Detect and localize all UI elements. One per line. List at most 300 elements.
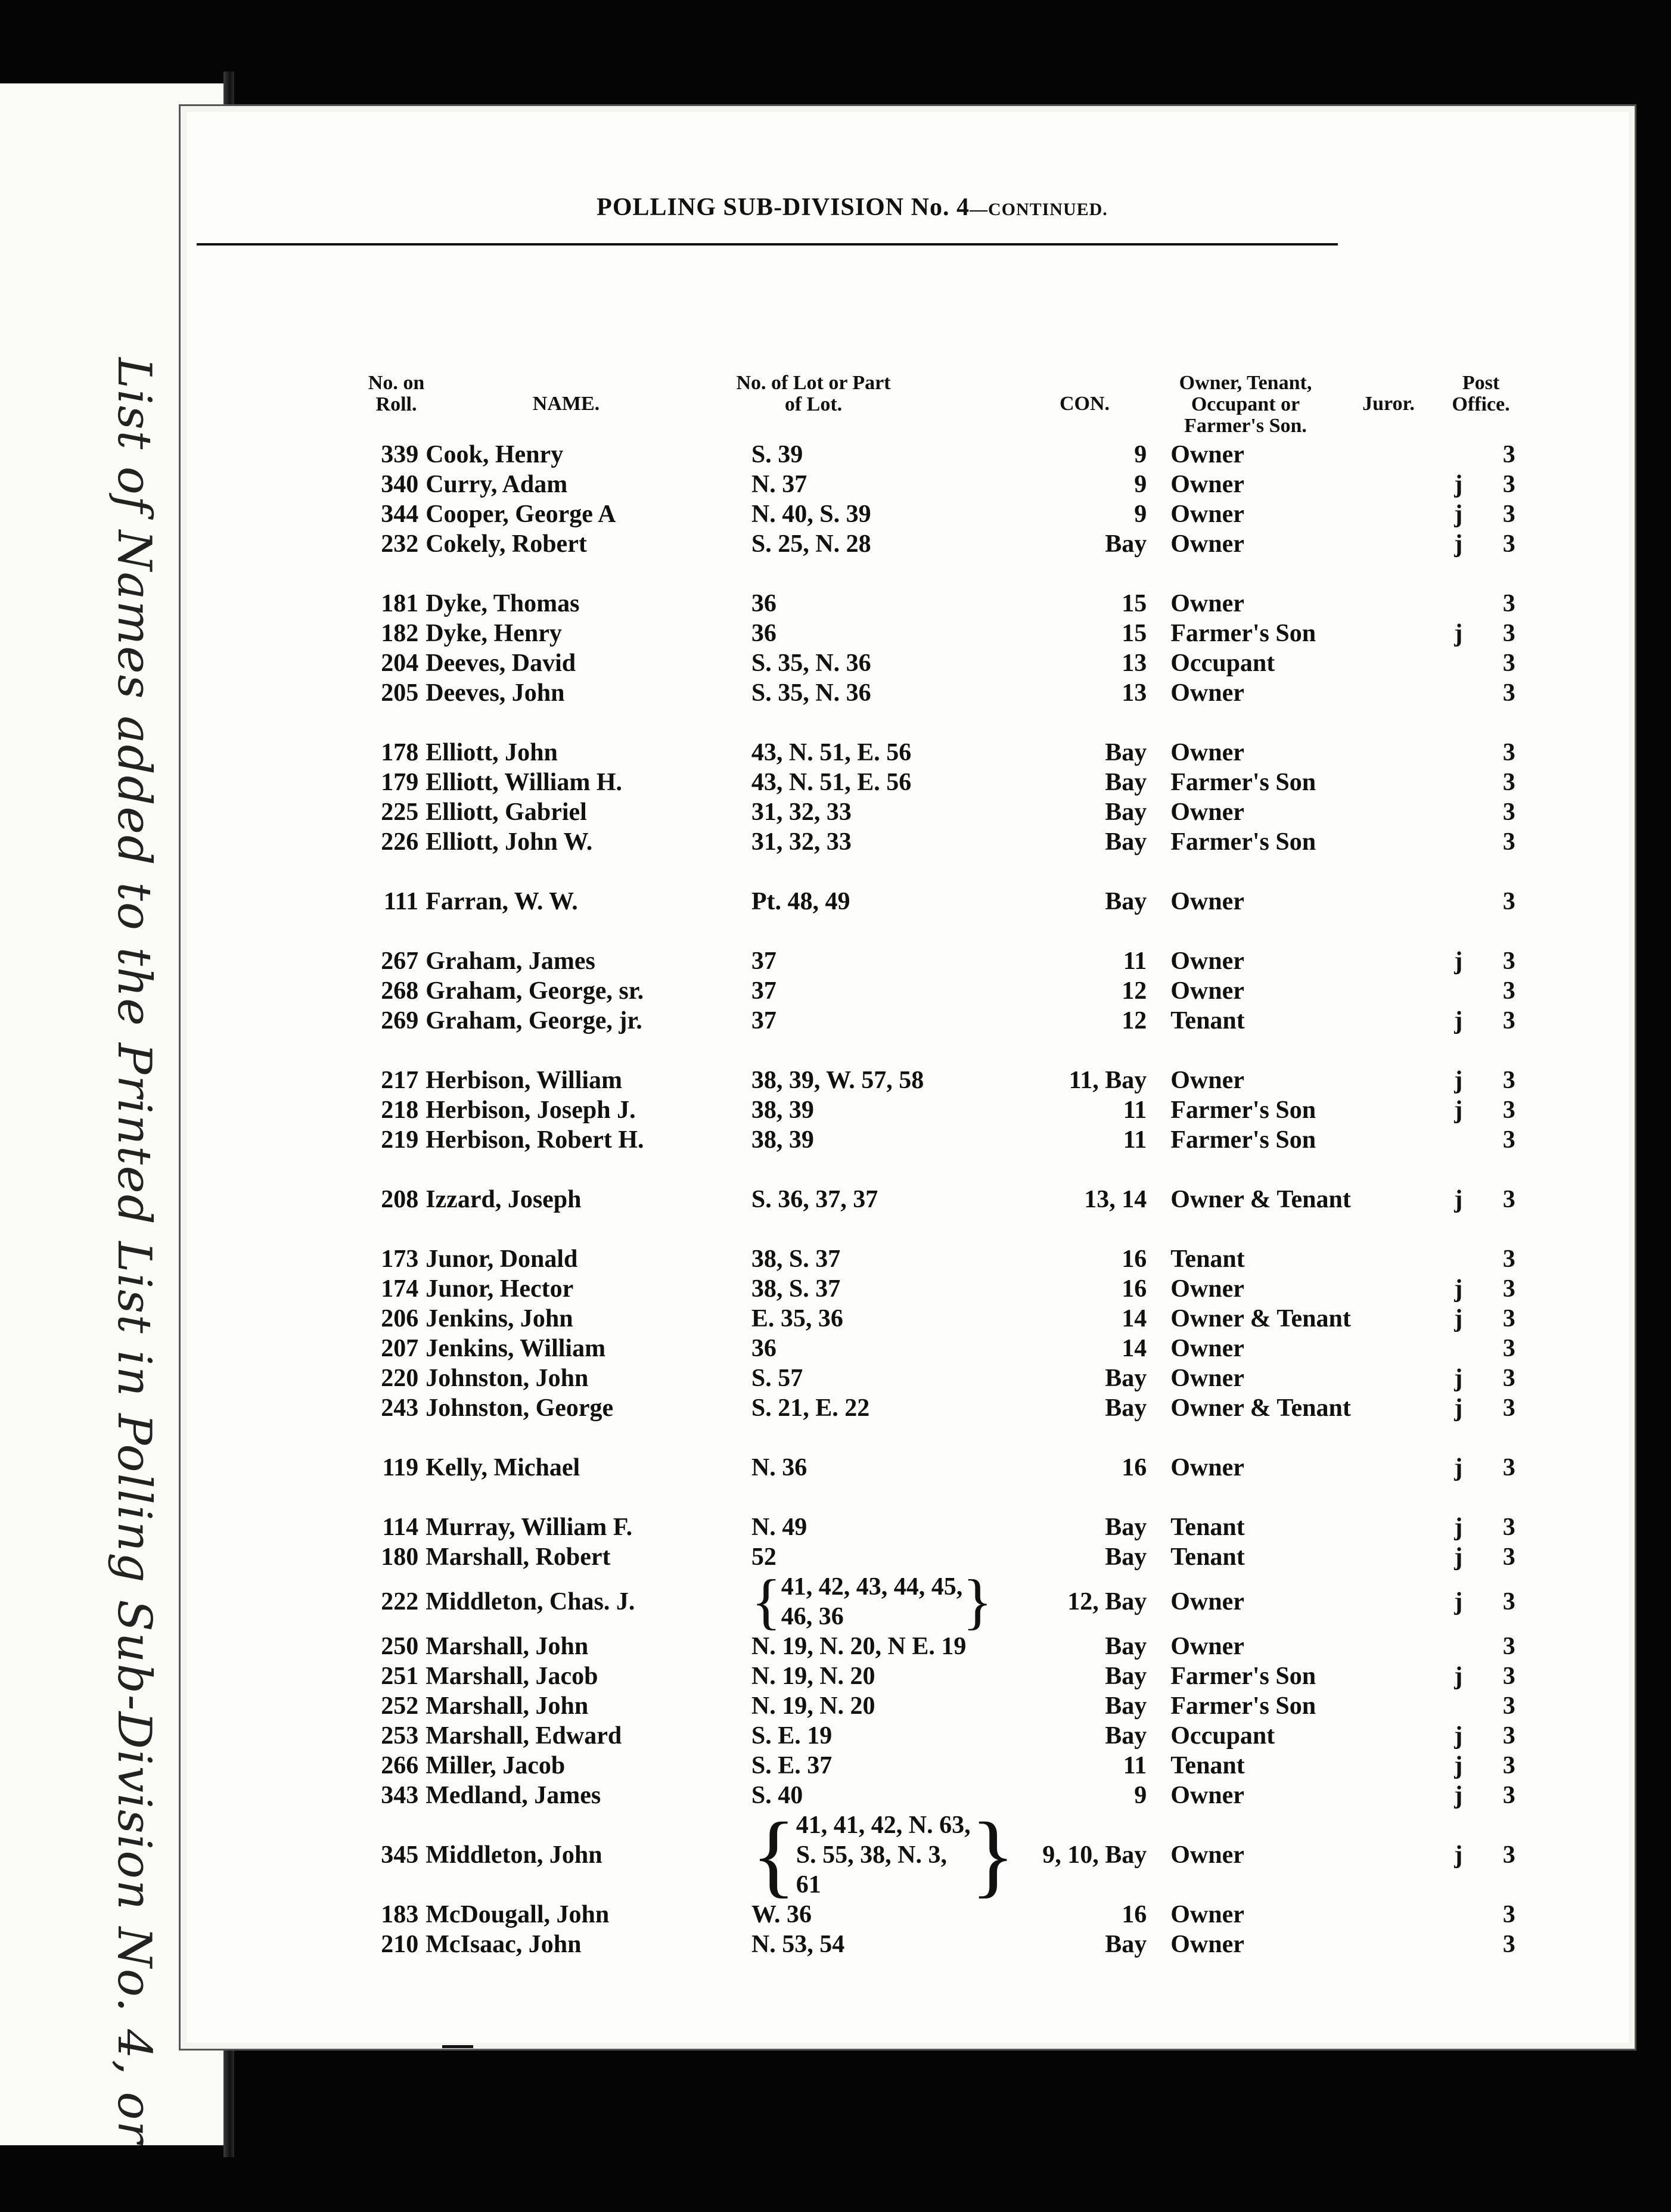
owner-status: Tenant (1170, 1514, 1245, 1541)
roll-number: 207 (381, 1335, 419, 1362)
lot-number: 36 (751, 620, 777, 647)
voter-name: Junor, Donald (425, 1245, 578, 1273)
lot-number: N. 36 (751, 1454, 807, 1481)
juror-mark: j (1454, 1275, 1463, 1303)
juror-mark: j (1454, 1096, 1463, 1124)
owner-status: Farmer's Son (1170, 828, 1316, 856)
post-office: 3 (1502, 471, 1515, 498)
right-brace: } (962, 1567, 993, 1636)
juror-mark: j (1454, 1305, 1463, 1332)
roll-number: 204 (381, 650, 419, 677)
heading-title: POLLING SUB-DIVISION No. 4 (597, 194, 970, 221)
spacer-cell (352, 917, 1538, 946)
spacer-cell (352, 559, 1538, 589)
table-row (352, 589, 1538, 619)
concession: 15 (1122, 620, 1147, 647)
juror-mark: j (1454, 1007, 1463, 1034)
juror-mark: j (1454, 1663, 1463, 1690)
roll-number: 222 (381, 1588, 419, 1615)
roll-number: 217 (381, 1067, 419, 1094)
roll-number: 180 (381, 1543, 419, 1571)
post-office: 3 (1502, 1931, 1515, 1958)
table-row (352, 1244, 1538, 1274)
post-office: 3 (1502, 977, 1515, 1005)
post-office: 3 (1502, 1454, 1515, 1481)
juror-mark: j (1454, 530, 1463, 558)
concession: 16 (1122, 1245, 1147, 1273)
roll-number: 210 (381, 1931, 419, 1958)
juror-mark (1436, 976, 1480, 1006)
owner-status: Tenant (1170, 1245, 1245, 1273)
table-row (352, 1185, 1538, 1214)
table-row (352, 1393, 1538, 1423)
post-office: 3 (1502, 1305, 1515, 1332)
voter-name: McDougall, John (425, 1901, 610, 1928)
concession: 9 (1134, 471, 1147, 498)
voter-name: Jenkins, John (425, 1305, 573, 1332)
juror-mark (1436, 1244, 1480, 1274)
voter-name: Graham, George, sr. (425, 977, 644, 1005)
owner-status: Farmer's Son (1170, 769, 1316, 796)
table-row (352, 738, 1538, 768)
concession: Bay (1105, 1722, 1147, 1750)
owner-status: Farmer's Son (1170, 1126, 1316, 1154)
owner-status: Owner (1170, 1275, 1244, 1303)
voter-name: Elliott, John (425, 739, 558, 766)
lot-number: N. 40, S. 39 (751, 501, 871, 528)
col-header-owner: Owner, Tenant, Occupant or Farmer's Son. (1179, 372, 1312, 437)
lot-number: 36 (751, 1335, 777, 1362)
concession: 11 (1123, 1126, 1147, 1154)
juror-mark (1436, 1691, 1480, 1721)
owner-status: Owner (1170, 739, 1244, 766)
owner-status: Owner (1170, 888, 1244, 915)
lot-line: 46, 36 (781, 1603, 844, 1630)
concession: 11 (1123, 1096, 1147, 1124)
lot-number: 38, 39 (751, 1126, 814, 1154)
voter-name: Izzard, Joseph (425, 1186, 582, 1213)
table-row (352, 1006, 1538, 1036)
row-spacer (352, 857, 1538, 887)
table-row (352, 1512, 1538, 1542)
post-office: 3 (1502, 1782, 1515, 1809)
row-spacer (352, 1036, 1538, 1065)
owner-status: Owner (1170, 1335, 1244, 1362)
voter-name: Cooper, George A (425, 501, 616, 528)
post-office: 3 (1502, 1692, 1515, 1720)
concession: 11 (1123, 1752, 1147, 1779)
table-row (352, 1632, 1538, 1661)
juror-mark (1436, 440, 1480, 470)
concession: Bay (1105, 1633, 1147, 1660)
lot-number: 31, 32, 33 (751, 799, 852, 826)
roll-number: 182 (381, 620, 419, 647)
lot-number: S. 21, E. 22 (751, 1394, 870, 1422)
juror-mark: j (1454, 947, 1463, 975)
heading-rule (197, 243, 1338, 246)
juror-mark: j (1454, 1543, 1463, 1571)
post-office: 3 (1502, 1514, 1515, 1541)
post-office: 3 (1502, 947, 1515, 975)
roll-number: 250 (381, 1633, 419, 1660)
post-office: 3 (1502, 1335, 1515, 1362)
post-office: 3 (1502, 1841, 1515, 1869)
post-office: 3 (1502, 1126, 1515, 1154)
juror-mark (1436, 1900, 1480, 1930)
spacer-cell (352, 708, 1538, 738)
roll-number: 183 (381, 1901, 419, 1928)
juror-mark: j (1454, 620, 1463, 647)
concession: Bay (1105, 1692, 1147, 1720)
roll-number: 252 (381, 1692, 419, 1720)
voter-name: Deeves, John (425, 679, 565, 707)
roll-number: 232 (381, 530, 419, 558)
page-heading (375, 193, 1329, 241)
post-office: 3 (1502, 1007, 1515, 1034)
roll-number: 173 (381, 1245, 419, 1273)
owner-status: Farmer's Son (1170, 1663, 1316, 1690)
table-row (352, 440, 1538, 470)
juror-mark (1436, 1632, 1480, 1661)
row-spacer (352, 1214, 1538, 1244)
lot-number: 31, 32, 33 (751, 828, 852, 856)
concession: 11, Bay (1069, 1067, 1147, 1094)
owner-status: Occupant (1170, 1722, 1275, 1750)
voter-name: Marshall, John (425, 1692, 589, 1720)
voter-name: Elliott, William H. (425, 769, 622, 796)
owner-status: Owner (1170, 530, 1244, 558)
post-office: 3 (1502, 1588, 1515, 1615)
lot-lines (796, 1810, 971, 1900)
post-office: 3 (1502, 1901, 1515, 1928)
owner-status: Occupant (1170, 650, 1275, 677)
concession: 12 (1122, 977, 1147, 1005)
post-office: 3 (1502, 620, 1515, 647)
col-header-post-office: Post Office. (1452, 372, 1510, 415)
concession: 13 (1122, 679, 1147, 707)
concession: Bay (1105, 769, 1147, 796)
post-office: 3 (1502, 1663, 1515, 1690)
lot-number: S. 35, N. 36 (751, 679, 871, 707)
owner-status: Owner (1170, 1067, 1244, 1094)
post-office: 3 (1502, 441, 1515, 468)
lot-lines (781, 1572, 963, 1632)
juror-mark (1436, 1930, 1480, 1959)
owner-status: Owner (1170, 441, 1244, 468)
owner-status: Tenant (1170, 1543, 1245, 1571)
roll-number: 181 (381, 590, 419, 617)
voter-name: Miller, Jacob (425, 1752, 566, 1779)
juror-mark (1436, 797, 1480, 827)
roll-number: 345 (381, 1841, 419, 1869)
lot-number: 37 (751, 977, 777, 1005)
concession: Bay (1105, 1543, 1147, 1571)
roll-number: 243 (381, 1394, 419, 1422)
table-row (352, 1065, 1538, 1095)
concession: 9 (1134, 441, 1147, 468)
table-row (352, 678, 1538, 708)
juror-mark (1436, 648, 1480, 678)
owner-status: Owner (1170, 501, 1244, 528)
concession: Bay (1105, 1514, 1147, 1541)
voter-name: Johnston, George (425, 1394, 614, 1422)
row-spacer (352, 559, 1538, 589)
lot-number: 38, S. 37 (751, 1245, 841, 1273)
voter-name: Murray, William F. (425, 1514, 633, 1541)
concession: Bay (1105, 739, 1147, 766)
spacer-cell (352, 1155, 1538, 1185)
owner-status: Owner (1170, 1454, 1244, 1481)
post-office: 3 (1502, 1543, 1515, 1571)
roll-number: 178 (381, 739, 419, 766)
voter-name: Marshall, Edward (425, 1722, 622, 1750)
voter-name: Dyke, Henry (425, 620, 562, 647)
col-header-name: NAME. (532, 393, 600, 415)
lot-number: W. 36 (751, 1901, 812, 1928)
voter-name: Middleton, John (425, 1841, 602, 1869)
juror-mark (1436, 589, 1480, 619)
concession: 14 (1122, 1305, 1147, 1332)
post-office: 3 (1502, 1096, 1515, 1124)
spacer-cell (352, 857, 1538, 887)
col-header-lot: No. of Lot or Part of Lot. (736, 372, 891, 415)
voter-name: Jenkins, William (425, 1335, 606, 1362)
post-office: 3 (1502, 739, 1515, 766)
table-row (352, 619, 1538, 648)
table-row (352, 1691, 1538, 1721)
spacer-cell (352, 1036, 1538, 1065)
roll-number: 206 (381, 1305, 419, 1332)
owner-status: Owner (1170, 799, 1244, 826)
concession: Bay (1105, 530, 1147, 558)
left-brace: { (751, 1567, 781, 1636)
post-office: 3 (1502, 590, 1515, 617)
concession: 12, Bay (1067, 1588, 1147, 1615)
table-row (352, 1721, 1538, 1751)
lot-number: 43, N. 51, E. 56 (751, 769, 912, 796)
roll-number: 174 (381, 1275, 419, 1303)
owner-status: Owner (1170, 947, 1244, 975)
owner-status: Owner (1170, 1782, 1244, 1809)
roll-number: 119 (382, 1454, 419, 1481)
lot-line: 61 (796, 1871, 821, 1899)
voter-name: Herbison, William (425, 1067, 623, 1094)
juror-mark: j (1454, 1365, 1463, 1392)
spacer-cell (352, 1214, 1538, 1244)
concession: 9, 10, Bay (1042, 1841, 1147, 1869)
juror-mark (1436, 827, 1480, 857)
table-row (352, 1900, 1538, 1930)
lot-number: 37 (751, 1007, 777, 1034)
owner-status: Owner (1170, 1901, 1244, 1928)
table-row (352, 1781, 1538, 1810)
row-spacer (352, 1155, 1538, 1185)
roll-number: 208 (381, 1186, 419, 1213)
table-row (352, 1810, 1538, 1900)
juror-mark (1436, 1125, 1480, 1155)
owner-status: Owner (1170, 590, 1244, 617)
post-office: 3 (1502, 799, 1515, 826)
table-row (352, 1334, 1538, 1363)
voter-name: Elliott, Gabriel (425, 799, 587, 826)
post-office: 3 (1502, 888, 1515, 915)
roll-number: 225 (381, 799, 419, 826)
concession: Bay (1105, 1365, 1147, 1392)
juror-mark: j (1454, 1752, 1463, 1779)
juror-mark (1436, 1334, 1480, 1363)
juror-mark: j (1454, 1841, 1463, 1869)
table-row (352, 1095, 1538, 1125)
roll-number: 253 (381, 1722, 419, 1750)
concession: 16 (1122, 1901, 1147, 1928)
lot-number: 38, 39 (751, 1096, 814, 1124)
post-office: 3 (1502, 1365, 1515, 1392)
roll-number: 340 (381, 471, 419, 498)
juror-mark: j (1454, 1186, 1463, 1213)
voter-name: Deeves, David (425, 650, 576, 677)
lot-number (751, 1567, 1032, 1636)
voters-table (352, 440, 1538, 1959)
lot-number: Pt. 48, 49 (751, 888, 850, 915)
concession: 9 (1134, 1782, 1147, 1809)
lot-number: 43, N. 51, E. 56 (751, 739, 912, 766)
post-office: 3 (1502, 1752, 1515, 1779)
table-row (352, 827, 1538, 857)
lot-number: S. 36, 37, 37 (751, 1186, 878, 1213)
col-header-con: CON. (1059, 393, 1110, 415)
voter-name: Farran, W. W. (425, 888, 578, 915)
lot-number: N. 37 (751, 471, 807, 498)
voter-name: McIsaac, John (425, 1931, 582, 1958)
table-row (352, 1661, 1538, 1691)
lot-number: S. 40 (751, 1782, 803, 1809)
row-spacer (352, 1423, 1538, 1453)
lot-line: S. 55, 38, N. 3, (796, 1841, 947, 1869)
juror-mark: j (1454, 1722, 1463, 1750)
juror-mark: j (1454, 1454, 1463, 1481)
lot-number: N. 19, N. 20, N E. 19 (751, 1633, 967, 1660)
roll-number: 268 (381, 977, 419, 1005)
owner-status: Owner & Tenant (1170, 1186, 1351, 1213)
lot-number: E. 35, 36 (751, 1305, 843, 1332)
post-office: 3 (1502, 769, 1515, 796)
lot-number: 36 (751, 590, 777, 617)
table-row (352, 1363, 1538, 1393)
lot-number: S. 35, N. 36 (751, 650, 871, 677)
table-row (352, 1542, 1538, 1572)
owner-status: Farmer's Son (1170, 1096, 1316, 1124)
juror-mark: j (1454, 1514, 1463, 1541)
lot-number: S. 39 (751, 441, 803, 468)
post-office: 3 (1502, 650, 1515, 677)
row-spacer (352, 917, 1538, 946)
lot-number (751, 1803, 1032, 1906)
voter-name: Cook, Henry (425, 441, 564, 468)
voter-name: Curry, Adam (425, 471, 568, 498)
owner-status: Owner (1170, 679, 1244, 707)
juror-mark (1436, 678, 1480, 708)
post-office: 3 (1502, 1186, 1515, 1213)
voter-name: Junor, Hector (425, 1275, 574, 1303)
table-row (352, 1930, 1538, 1959)
voter-name: Johnston, John (425, 1365, 589, 1392)
roll-number: 266 (381, 1752, 419, 1779)
table-row (352, 1572, 1538, 1632)
roll-number: 219 (381, 1126, 419, 1154)
post-office: 3 (1502, 501, 1515, 528)
spacer-cell (352, 1483, 1538, 1512)
roll-number: 220 (381, 1365, 419, 1392)
concession: Bay (1105, 828, 1147, 856)
row-spacer (352, 1483, 1538, 1512)
post-office: 3 (1502, 1275, 1515, 1303)
table-row (352, 499, 1538, 529)
concession: Bay (1105, 1394, 1147, 1422)
table-row (352, 976, 1538, 1006)
juror-mark: j (1454, 1782, 1463, 1809)
lot-number: 38, S. 37 (751, 1275, 841, 1303)
col-header-juror: Juror. (1362, 393, 1415, 415)
concession: 16 (1122, 1454, 1147, 1481)
table-row (352, 1453, 1538, 1483)
table-row (352, 797, 1538, 827)
col-header-no: No. on Roll. (368, 372, 425, 415)
owner-status: Owner (1170, 1365, 1244, 1392)
table-row (352, 946, 1538, 976)
post-office: 3 (1502, 679, 1515, 707)
roll-number: 251 (381, 1663, 419, 1690)
owner-status: Owner & Tenant (1170, 1305, 1351, 1332)
lot-number: 52 (751, 1543, 777, 1571)
juror-mark (1436, 887, 1480, 917)
roll-number: 179 (381, 769, 419, 796)
voter-name: Medland, James (425, 1782, 601, 1809)
post-office: 3 (1502, 1633, 1515, 1660)
lot-number: N. 53, 54 (751, 1931, 845, 1958)
lot-number: S. 57 (751, 1365, 803, 1392)
owner-status: Owner & Tenant (1170, 1394, 1351, 1422)
row-spacer (352, 708, 1538, 738)
concession: 13 (1122, 650, 1147, 677)
table-row (352, 1274, 1538, 1304)
concession: 14 (1122, 1335, 1147, 1362)
lot-number: 37 (751, 947, 777, 975)
roll-number: 344 (381, 501, 419, 528)
end-dash (442, 2045, 473, 2048)
table-row (352, 648, 1538, 678)
lot-number: 38, 39, W. 57, 58 (751, 1067, 924, 1094)
voter-name: Dyke, Thomas (425, 590, 580, 617)
lot-number: N. 19, N. 20 (751, 1692, 875, 1720)
table-row (352, 470, 1538, 499)
lot-number: N. 19, N. 20 (751, 1663, 875, 1690)
spacer-cell (352, 1423, 1538, 1453)
concession: Bay (1105, 888, 1147, 915)
concession: Bay (1105, 1931, 1147, 1958)
roll-number: 343 (381, 1782, 419, 1809)
voter-name: Herbison, Joseph J. (425, 1096, 636, 1124)
concession: 16 (1122, 1275, 1147, 1303)
juror-mark (1436, 768, 1480, 797)
table-row (352, 887, 1538, 917)
post-office: 3 (1502, 1394, 1515, 1422)
concession: Bay (1105, 1663, 1147, 1690)
voter-name: Elliott, John W. (425, 828, 593, 856)
voter-name: Graham, George, jr. (425, 1007, 642, 1034)
lot-number: N. 49 (751, 1514, 807, 1541)
voter-name: Herbison, Robert H. (425, 1126, 644, 1154)
voter-name: Kelly, Michael (425, 1454, 580, 1481)
